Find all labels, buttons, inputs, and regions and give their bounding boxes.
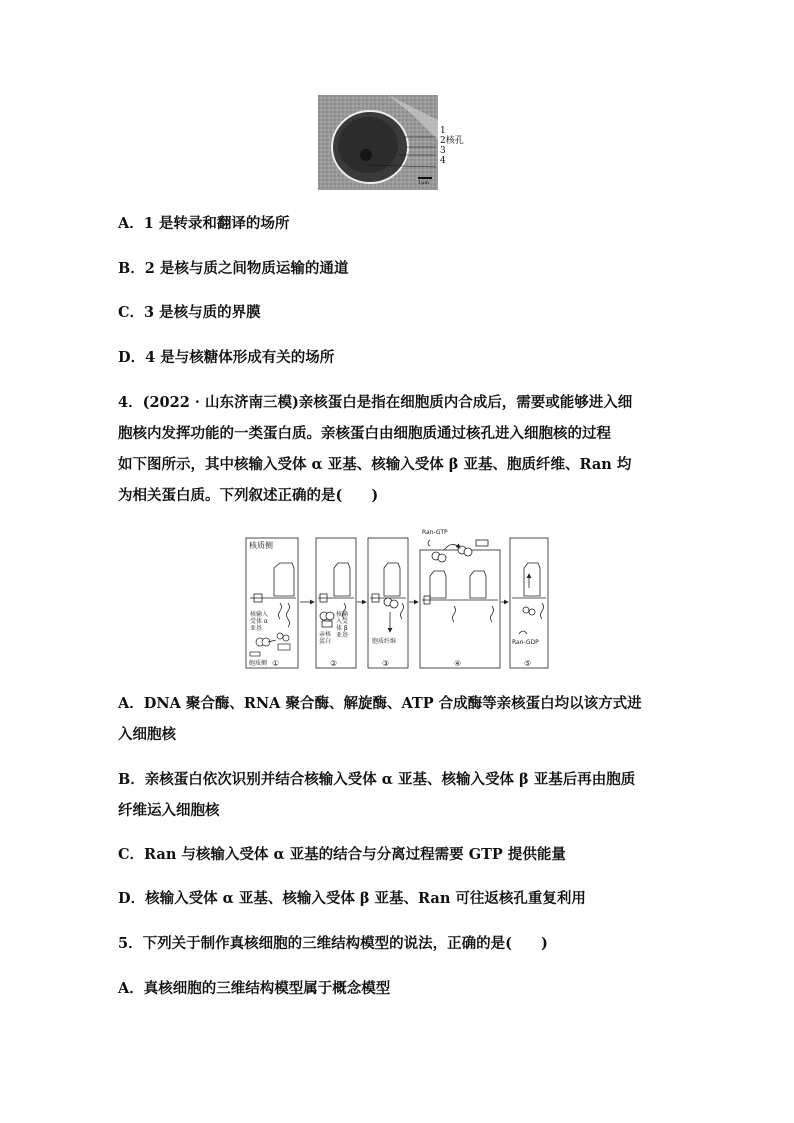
q4-stem-line-4: 为相关蛋白质。下列叙述正确的是( ) — [118, 487, 379, 504]
panel-2-frame — [316, 538, 356, 668]
alpha-label-2: 受体 α — [250, 618, 268, 625]
panel-4-frame — [420, 550, 500, 668]
figure1-labels — [440, 126, 464, 166]
q5-option-a: A．真核细胞的三维结构模型属于概念模型 — [118, 980, 391, 997]
q4-option-d: D．核输入受体 α 亚基、核输入受体 β 亚基、Ran 可往返核孔重复利用 — [118, 890, 586, 907]
alpha-label-3: 亚基 — [250, 625, 263, 632]
protein-label-1: 亲核 — [319, 631, 332, 638]
step-5: ⑤ — [524, 659, 532, 668]
label-4: 4 — [440, 156, 446, 166]
q3-option-a: A．1 是转录和翻译的场所 — [118, 215, 290, 232]
q4-option-a-line-2: 入细胞核 — [118, 726, 176, 743]
label-3: 3 — [440, 146, 446, 156]
fiber-label: 胞质纤维 — [372, 638, 397, 645]
q4-stem-line-3: 如下图所示，其中核输入受体 α 亚基、核输入受体 β 亚基、胞质纤维、Ran 均 — [118, 456, 632, 473]
nuclear-import-diagram — [244, 528, 550, 670]
beta-label-2: 入受 — [336, 618, 349, 625]
panel-1-protein — [256, 633, 290, 650]
q4-option-b-line-1: B．亲核蛋白依次识别并结合核输入受体 α 亚基、核输入受体 β 亚基后再由胞质 — [118, 771, 636, 788]
q5-stem: 5．下列关于制作真核细胞的三维结构模型的说法，正确的是( ) — [118, 935, 548, 952]
beta-label-1: 核输 — [336, 611, 349, 618]
q4-option-a-line-1: A．DNA 聚合酶、RNA 聚合酶、解旋酶、ATP 合成酶等亲核蛋白均以该方式进 — [118, 695, 642, 712]
label-2-nuclear-pore: 2核孔 — [440, 136, 464, 146]
q4-stem-line-2: 胞核内发挥功能的一类蛋白质。亲核蛋白由细胞质通过核孔进入细胞核的过程 — [118, 425, 611, 442]
label-1: 1 — [440, 126, 446, 136]
nucleolus-shape — [360, 149, 372, 161]
step-1: ① — [272, 659, 280, 668]
q4-option-b-line-2: 纤维运入细胞核 — [118, 802, 220, 819]
beta-label-4: 亚基 — [336, 632, 349, 639]
nucleus-micrograph — [318, 95, 438, 190]
alpha-label-1: 核输入 — [250, 611, 269, 618]
q4-option-c: C．Ran 与核输入受体 α 亚基的结合与分离过程需要 GTP 提供能量 — [118, 846, 566, 863]
scale-bar-label: 1μm — [418, 180, 430, 186]
nucleus-side-label: 核质侧 — [249, 541, 273, 550]
step-3: ③ — [382, 659, 390, 668]
q3-option-d: D．4 是与核糖体形成有关的场所 — [118, 349, 335, 366]
q3-option-b: B．2 是核与质之间物质运输的通道 — [118, 260, 349, 277]
cytoplasm-side-label: 胞质侧 — [249, 660, 268, 667]
beta-label-3: 体 β — [336, 625, 348, 632]
step-4: ④ — [454, 659, 462, 668]
q4-stem-line-1: 4．(2022 · 山东济南三模)亲核蛋白是指在细胞质内合成后，需要或能够进入细 — [118, 394, 633, 411]
ran-gtp-label: Ran-GTP — [422, 529, 448, 536]
ran-gdp-label: Ran-GDP — [512, 639, 539, 646]
step-2: ② — [330, 659, 338, 668]
protein-label-2: 蛋白 — [319, 638, 332, 645]
q3-option-c: C．3 是核与质的界膜 — [118, 304, 261, 321]
